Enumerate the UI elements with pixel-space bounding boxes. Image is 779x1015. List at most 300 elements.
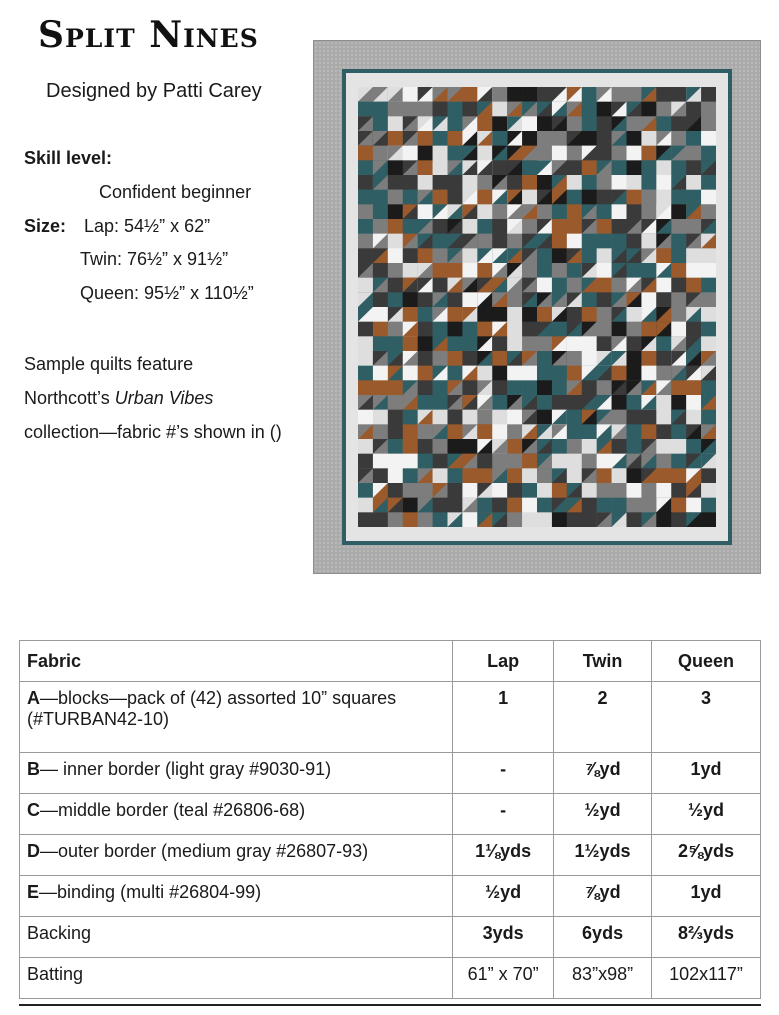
quilt-patch — [418, 175, 433, 190]
fabric-cell — [20, 794, 453, 835]
quilt-patch — [597, 102, 612, 117]
quilt-patch — [627, 498, 642, 513]
quilt-patch — [627, 160, 642, 175]
quilt-patch — [567, 336, 582, 351]
quilt-patch — [433, 175, 448, 190]
quilt-patch — [537, 307, 552, 322]
queen-cell: ½yd — [652, 794, 761, 835]
quilt-patch — [641, 102, 656, 117]
quilt-patch — [686, 380, 701, 395]
quilt-patch — [507, 483, 522, 498]
quilt-patch — [641, 483, 656, 498]
quilt-patch — [448, 190, 463, 205]
quilt-patch — [567, 410, 582, 425]
twin-cell: 2 — [554, 682, 652, 753]
table-row — [20, 958, 761, 999]
queen-cell: 3 — [652, 682, 761, 753]
queen-cell: 1yd — [652, 753, 761, 794]
quilt-patch — [448, 468, 463, 483]
quilt-patch — [567, 116, 582, 131]
quilt-middle-border — [342, 69, 732, 545]
quilt-patch — [433, 160, 448, 175]
quilt-patch — [627, 351, 642, 366]
fabric-desc: Batting — [27, 964, 84, 984]
quilt-patch — [388, 439, 403, 454]
quilt-patch — [701, 175, 716, 190]
quilt-patch — [567, 512, 582, 527]
quilt-patch — [373, 322, 388, 337]
quilt-patch — [373, 512, 388, 527]
quilt-patch — [507, 439, 522, 454]
quilt-patch — [597, 468, 612, 483]
quilt-patch — [582, 512, 597, 527]
quilt-patch — [627, 439, 642, 454]
fabric-letter: B — [27, 759, 40, 779]
quilt-patch — [597, 234, 612, 249]
quilt-patch — [522, 483, 537, 498]
quilt-patch — [462, 219, 477, 234]
quilt-patch — [582, 160, 597, 175]
quilt-patch — [671, 234, 686, 249]
bottom-divider — [19, 1004, 761, 1006]
quilt-patch — [627, 468, 642, 483]
quilt-patch — [418, 512, 433, 527]
quilt-patch — [567, 439, 582, 454]
quilt-patch — [462, 322, 477, 337]
quilt-image — [313, 40, 761, 574]
twin-cell: ½yd — [554, 794, 652, 835]
quilt-patch — [597, 498, 612, 513]
fabric-cell — [20, 917, 453, 958]
quilt-patch — [671, 248, 686, 263]
quilt-patch — [671, 263, 686, 278]
quilt-patch — [537, 483, 552, 498]
quilt-patch — [671, 160, 686, 175]
quilt-patch — [522, 366, 537, 381]
quilt-patch — [373, 380, 388, 395]
quilt-patch — [373, 424, 388, 439]
quilt-patch — [567, 366, 582, 381]
quilt-patch — [492, 366, 507, 381]
quilt-patch — [433, 439, 448, 454]
quilt-patch — [612, 234, 627, 249]
quilt-patch — [403, 424, 418, 439]
quilt-patch — [462, 351, 477, 366]
quilt-inner-border — [346, 73, 728, 541]
quilt-patch — [492, 204, 507, 219]
quilt-patch — [418, 102, 433, 117]
quilt-patch — [656, 410, 671, 425]
quilt-patch — [433, 146, 448, 161]
quilt-patch — [627, 131, 642, 146]
table-row — [20, 917, 761, 958]
quilt-patch — [656, 366, 671, 381]
quilt-patch — [671, 190, 686, 205]
quilt-patch — [671, 204, 686, 219]
quilt-patch — [507, 380, 522, 395]
quilt-patch — [612, 366, 627, 381]
quilt-patch — [403, 307, 418, 322]
quilt-patch — [358, 454, 373, 469]
quilt-patch — [373, 219, 388, 234]
quilt-patch — [462, 380, 477, 395]
quilt-patch — [656, 102, 671, 117]
quilt-patch — [477, 219, 492, 234]
quilt-patch — [433, 468, 448, 483]
quilt-patch — [433, 234, 448, 249]
quilt-patch — [418, 292, 433, 307]
quilt-patch — [552, 219, 567, 234]
quilt-patch — [388, 322, 403, 337]
quilt-patch — [433, 322, 448, 337]
quilt-patch — [597, 116, 612, 131]
quilt-patch — [656, 175, 671, 190]
quilt-patch — [567, 219, 582, 234]
twin-cell: 83”x98” — [554, 958, 652, 999]
quilt-patch — [671, 278, 686, 293]
quilt-patch — [641, 263, 656, 278]
quilt-patch — [597, 263, 612, 278]
quilt-patch — [612, 483, 627, 498]
twin-cell: ⅞yd — [554, 753, 652, 794]
quilt-patch — [582, 131, 597, 146]
quilt-patch — [492, 336, 507, 351]
quilt-patch — [388, 248, 403, 263]
quilt-patch — [403, 366, 418, 381]
queen-cell: 8⅔yds — [652, 917, 761, 958]
quilt-patch — [641, 424, 656, 439]
quilt-patch — [701, 468, 716, 483]
quilt-patch — [492, 351, 507, 366]
quilt-patch — [492, 454, 507, 469]
quilt-patch — [388, 102, 403, 117]
quilt-patch — [358, 336, 373, 351]
lap-cell: ½yd — [453, 876, 554, 917]
quilt-patch — [627, 483, 642, 498]
quilt-patch — [552, 204, 567, 219]
quilt-patch — [582, 336, 597, 351]
quilt-patch — [477, 204, 492, 219]
quilt-patch — [701, 248, 716, 263]
quilt-patch — [627, 512, 642, 527]
quilt-patch — [433, 219, 448, 234]
quilt-patch — [522, 512, 537, 527]
quilt-patch — [537, 87, 552, 102]
quilt-patch — [373, 336, 388, 351]
quilt-patch — [388, 483, 403, 498]
quilt-patch — [507, 366, 522, 381]
quilt-patch — [612, 204, 627, 219]
quilt-patch — [582, 190, 597, 205]
quilt-patch — [656, 395, 671, 410]
quilt-patch — [358, 380, 373, 395]
quilt-patch — [388, 454, 403, 469]
quilt-patch — [477, 190, 492, 205]
queen-cell: 1yd — [652, 876, 761, 917]
quilt-patch — [522, 219, 537, 234]
quilt-patch — [358, 204, 373, 219]
quilt-patch — [582, 498, 597, 513]
quilt-patch — [686, 219, 701, 234]
quilt-patch — [701, 380, 716, 395]
table-row — [20, 876, 761, 917]
quilt-patch — [477, 234, 492, 249]
quilt-patch — [656, 87, 671, 102]
quilt-patch — [537, 351, 552, 366]
quilt-patch — [448, 336, 463, 351]
quilt-patch — [522, 131, 537, 146]
quilt-patch — [701, 307, 716, 322]
quilt-patch — [641, 146, 656, 161]
quilt-patch — [358, 219, 373, 234]
quilt-patch — [701, 410, 716, 425]
quilt-patch — [567, 395, 582, 410]
quilt-patch — [462, 175, 477, 190]
quilt-patch — [477, 175, 492, 190]
quilt-patch — [358, 160, 373, 175]
quilt-patch — [492, 87, 507, 102]
quilt-patch — [403, 439, 418, 454]
size-queen: Queen: 95½” x 110½” — [80, 283, 254, 303]
quilt-patch — [656, 424, 671, 439]
quilt-patch — [701, 131, 716, 146]
quilt-patch — [522, 190, 537, 205]
quilt-patch — [477, 116, 492, 131]
quilt-patch — [597, 454, 612, 469]
quilt-patch — [597, 131, 612, 146]
quilt-patch — [418, 322, 433, 337]
quilt-patch — [373, 102, 388, 117]
quilt-patch — [671, 219, 686, 234]
quilt-patch — [477, 498, 492, 513]
quilt-patch — [671, 424, 686, 439]
quilt-patch — [388, 278, 403, 293]
quilt-patch — [656, 278, 671, 293]
quilt-patch — [448, 351, 463, 366]
quilt-patch — [582, 292, 597, 307]
quilt-patch — [358, 366, 373, 381]
quilt-patch — [418, 424, 433, 439]
queen-cell: 2⅝yds — [652, 835, 761, 876]
quilt-patch — [358, 175, 373, 190]
quilt-patch — [597, 175, 612, 190]
quilt-patch — [671, 116, 686, 131]
header-fabric: Fabric — [20, 641, 453, 682]
quilt-patch — [567, 160, 582, 175]
quilt-patch — [492, 116, 507, 131]
quilt-patch — [462, 439, 477, 454]
quilt-patch — [373, 366, 388, 381]
quilt-patch — [582, 175, 597, 190]
fabric-desc: Backing — [27, 923, 92, 943]
fabric-letter: D — [27, 841, 40, 861]
quilt-patch — [492, 395, 507, 410]
quilt-patch — [582, 380, 597, 395]
quilt-patch — [552, 483, 567, 498]
quilt-patch — [403, 219, 418, 234]
fabric-requirements-table — [19, 640, 761, 999]
header-lap: Lap — [453, 641, 554, 682]
quilt-patch — [388, 380, 403, 395]
quilt-patch — [358, 146, 373, 161]
queen-cell: 102x117” — [652, 958, 761, 999]
lap-cell: - — [453, 753, 554, 794]
size-heading: Size: — [24, 216, 67, 236]
designer-credit: Designed by Patti Carey — [46, 80, 262, 102]
lap-cell: 3yds — [453, 917, 554, 958]
quilt-patch — [448, 175, 463, 190]
quilt-patch — [627, 263, 642, 278]
quilt-patch — [567, 468, 582, 483]
quilt-patch — [507, 307, 522, 322]
fabric-cell — [20, 958, 453, 999]
lap-cell: - — [453, 794, 554, 835]
quilt-patch — [418, 160, 433, 175]
quilt-patch — [418, 248, 433, 263]
quilt-patch — [522, 307, 537, 322]
quilt-patch — [433, 190, 448, 205]
quilt-patch — [627, 322, 642, 337]
sample-note — [24, 347, 304, 449]
quilt-patch — [627, 190, 642, 205]
quilt-patch — [627, 175, 642, 190]
quilt-patch — [612, 278, 627, 293]
quilt-patch — [507, 292, 522, 307]
quilt-patch — [433, 498, 448, 513]
quilt-patch — [671, 483, 686, 498]
quilt-patch — [477, 322, 492, 337]
quilt-patch — [477, 410, 492, 425]
sample-line-2-prefix: Northcott’s — [24, 388, 115, 408]
quilt-patch — [358, 410, 373, 425]
quilt-patch — [507, 454, 522, 469]
quilt-patch — [641, 366, 656, 381]
quilt-patch — [701, 322, 716, 337]
quilt-patch — [582, 102, 597, 117]
quilt-patch — [701, 512, 716, 527]
quilt-patch — [433, 454, 448, 469]
quilt-patch — [597, 248, 612, 263]
quilt-patch — [701, 116, 716, 131]
quilt-patch — [612, 468, 627, 483]
quilt-blocks — [358, 87, 716, 527]
quilt-patch — [656, 116, 671, 131]
quilt-patch — [418, 366, 433, 381]
quilt-patch — [492, 380, 507, 395]
quilt-patch — [627, 234, 642, 249]
quilt-patch — [612, 146, 627, 161]
quilt-patch — [403, 483, 418, 498]
quilt-patch — [552, 366, 567, 381]
quilt-patch — [612, 395, 627, 410]
quilt-patch — [358, 512, 373, 527]
quilt-patch — [492, 410, 507, 425]
quilt-patch — [537, 512, 552, 527]
quilt-patch — [552, 146, 567, 161]
quilt-patch — [462, 248, 477, 263]
quilt-patch — [388, 512, 403, 527]
quilt-patch — [448, 483, 463, 498]
quilt-patch — [552, 234, 567, 249]
quilt-patch — [552, 395, 567, 410]
quilt-patch — [462, 292, 477, 307]
quilt-patch — [418, 454, 433, 469]
quilt-patch — [582, 116, 597, 131]
quilt-patch — [582, 424, 597, 439]
quilt-patch — [403, 248, 418, 263]
quilt-patch — [671, 439, 686, 454]
quilt-patch — [388, 263, 403, 278]
quilt-patch — [462, 468, 477, 483]
quilt-patch — [373, 307, 388, 322]
quilt-patch — [462, 102, 477, 117]
quilt-patch — [507, 498, 522, 513]
quilt-patch — [552, 131, 567, 146]
quilt-patch — [582, 307, 597, 322]
quilt-patch — [358, 102, 373, 117]
quilt-patch — [373, 116, 388, 131]
quilt-patch — [418, 336, 433, 351]
quilt-patch — [612, 160, 627, 175]
quilt-patch — [656, 439, 671, 454]
quilt-patch — [462, 483, 477, 498]
quilt-patch — [388, 131, 403, 146]
quilt-patch — [686, 146, 701, 161]
quilt-patch — [612, 498, 627, 513]
quilt-patch — [582, 454, 597, 469]
quilt-patch — [403, 410, 418, 425]
quilt-patch — [641, 410, 656, 425]
quilt-patch — [433, 351, 448, 366]
quilt-patch — [701, 190, 716, 205]
quilt-patch — [388, 468, 403, 483]
quilt-patch — [537, 468, 552, 483]
quilt-patch — [671, 512, 686, 527]
quilt-patch — [582, 248, 597, 263]
quilt-patch — [686, 498, 701, 513]
quilt-patch — [701, 336, 716, 351]
quilt-patch — [686, 160, 701, 175]
quilt-patch — [477, 468, 492, 483]
quilt-patch — [433, 278, 448, 293]
fabric-desc: — inner border (light gray #9030-91) — [40, 759, 332, 779]
twin-cell: 1½yds — [554, 835, 652, 876]
quilt-patch — [612, 87, 627, 102]
quilt-patch — [448, 292, 463, 307]
quilt-patch — [448, 307, 463, 322]
quilt-patch — [358, 322, 373, 337]
quilt-patch — [612, 219, 627, 234]
table-row — [20, 753, 761, 794]
quilt-patch — [448, 131, 463, 146]
quilt-patch — [537, 498, 552, 513]
quilt-patch — [522, 322, 537, 337]
quilt-patch — [686, 278, 701, 293]
quilt-patch — [492, 483, 507, 498]
quilt-patch — [686, 102, 701, 117]
page-title: Split Nines — [38, 14, 259, 56]
quilt-patch — [477, 307, 492, 322]
size-lap: Lap: 54½” x 62” — [84, 216, 211, 236]
quilt-patch — [567, 146, 582, 161]
fabric-desc: —blocks—pack of (42) assorted 10” squares (#TURBAN42-10) — [27, 688, 397, 729]
quilt-patch — [656, 512, 671, 527]
size-twin: Twin: 76½” x 91½” — [80, 249, 229, 269]
quilt-patch — [641, 322, 656, 337]
quilt-patch — [433, 263, 448, 278]
quilt-patch — [597, 336, 612, 351]
quilt-patch — [418, 380, 433, 395]
